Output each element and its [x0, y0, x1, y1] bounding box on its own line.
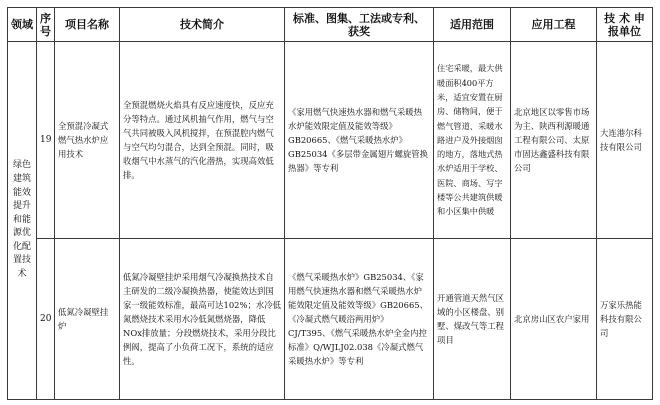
- header-scope: 适用范围: [434, 8, 511, 42]
- header-applicant: 技 术 申报单位: [597, 8, 653, 42]
- header-row: [8, 8, 653, 42]
- standards-cell: 《家用燃气快速热水器和燃气采暖热水炉能效限定值及能效等级》GB20665、《燃气采暖热水炉》GB25034《多层带金属翅片螺旋管换热器》等专利: [285, 42, 434, 239]
- header-project-name: 项目名称: [55, 8, 120, 42]
- scope-cell: 住宅采暖，最大供暖面积400平方米，适宜安置在厨房、储物间，便于燃气管道、采暖水路进户及外接烟囱的地方，落地式热水炉适用于学校、医院、商场、写字楼等公共建筑供暖和小区集中供暖: [434, 42, 511, 239]
- header-tech-intro: 技术简介: [120, 8, 285, 42]
- header-standards: 标准、图集、工法或专利、获奖: [285, 8, 434, 42]
- applicant-cell: 大连港尔科技有限公司: [597, 42, 653, 239]
- applicant-cell: 万家乐热能科技有限公司: [597, 239, 653, 400]
- row-index: 19: [37, 42, 55, 239]
- project-name-cell: 全预混冷凝式燃气热水炉应用技术: [55, 42, 120, 239]
- table-row: [8, 42, 653, 239]
- row-index: 20: [37, 239, 55, 400]
- application-cell: 北京房山区农户家用: [511, 239, 597, 400]
- project-name-cell: 低氮冷凝壁挂炉: [55, 239, 120, 400]
- table-row: [8, 239, 653, 400]
- tech-intro-cell: 全预混燃烧火焰具有反应速度快，反应充分等特点。通过风机抽气作用，燃气与空气共同被吸入风机搅拌，在预混腔内燃气与空气均匀混合，达到全预混。同时，吸收烟气中水蒸气的汽化潜热，实现高效低排。: [120, 42, 285, 239]
- header-application: 应用工程: [511, 8, 597, 42]
- header-index: 序号: [37, 8, 55, 42]
- application-cell: 北京地区以零售市场为主、陕西利源暖通工程有限公司、太原市固达鑫盛科技有限公司: [511, 42, 597, 239]
- domain-cell: 绿色建筑能效提升和能源优化配置技术: [8, 42, 37, 400]
- scope-cell: 开通管道天然气区域的小区楼盘、别墅、煤改气等工程项目: [434, 239, 511, 400]
- technology-table: [7, 7, 653, 400]
- tech-intro-cell: 低氮冷凝壁挂炉采用烟气冷凝换热技术自主研发的二级冷凝换热器，使能效达到国家一级能效标准，最高可达102%；水冷低氮燃烧技术采用水冷低氮燃烧器，降低NOx排放量；分段燃烧技术，采用分段比例阀，提高了小负荷工况下，系统的适应性。: [120, 239, 285, 400]
- standards-cell: 《燃气采暖热水炉》GB25034、《家用燃气快速热水器和燃气采暖热水炉能效限定值及能效等级》GB20665、《冷凝式燃气暖浴两用炉》CJ/T395、《燃气采暖热水炉全金内控标准》Q/WJLJ02.038《冷凝式燃气采暖热水炉》等专利: [285, 239, 434, 400]
- header-domain: 领域: [8, 8, 37, 42]
